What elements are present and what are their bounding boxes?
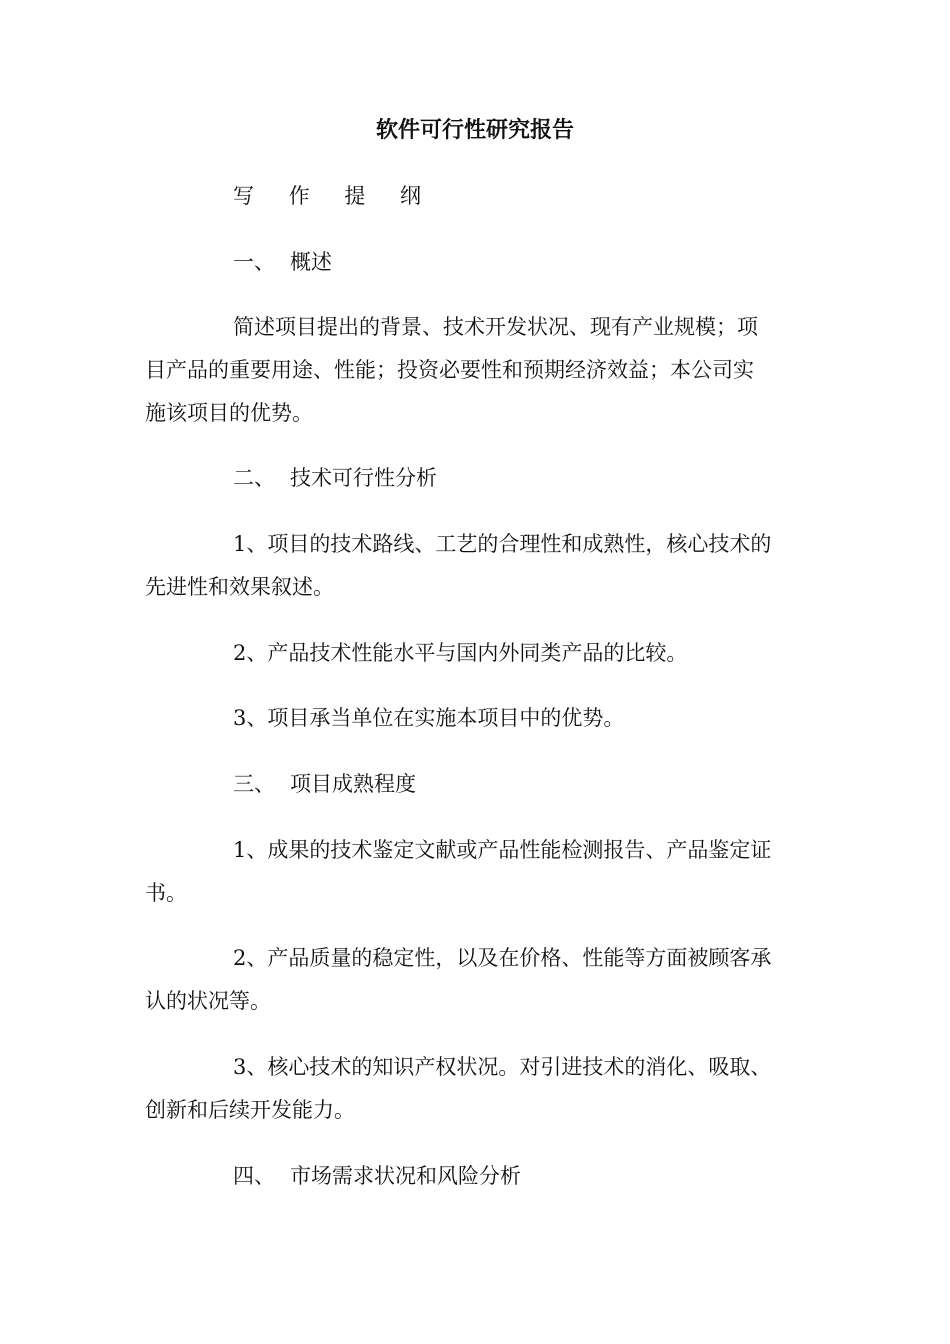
section-2-item-3: 3、项目承当单位在实施本项目中的优势。 [233, 706, 625, 730]
section-2-item-1-line: 1、项目的技术路线、工艺的合理性和成熟性，核心技术的 [233, 532, 772, 556]
document-title: 软件可行性研究报告 [375, 117, 574, 143]
section-4-title: 市场需求状况和风险分析 [290, 1164, 521, 1188]
section-3-item-1-line: 1、成果的技术鉴定文献或产品性能检测报告、产品鉴定证 [233, 838, 772, 862]
section-2-item-2: 2、产品技术性能水平与国内外同类产品的比较。 [233, 641, 688, 665]
section-3-item-2-line: 认的状况等。 [145, 989, 271, 1013]
section-1-paragraph-line: 简述项目提出的背景、技术开发状况、现有产业规模；项 [233, 315, 758, 339]
section-2-item-1-line: 先进性和效果叙述。 [145, 575, 334, 599]
section-1-paragraph-line: 目产品的重要用途、性能；投资必要性和预期经济效益；本公司实 [145, 358, 754, 382]
section-4-heading [233, 1155, 813, 1197]
section-1-paragraph-line: 施该项目的优势。 [145, 401, 313, 425]
section-1-number: 一、 [233, 250, 275, 274]
section-2-heading [233, 457, 813, 499]
section-1-title: 概述 [290, 250, 332, 274]
section-3-item-2-line: 2、产品质量的稳定性，以及在价格、性能等方面被顾客承 [233, 946, 772, 970]
section-3-item-3-line: 3、核心技术的知识产权状况。对引进技术的消化、吸取、 [233, 1055, 772, 1079]
section-3-item-1-line: 书。 [145, 881, 187, 905]
section-3-number: 三、 [233, 772, 275, 796]
section-3-title: 项目成熟程度 [290, 772, 416, 796]
section-3-heading [233, 763, 813, 805]
outline-subtitle: 写 作 提 纲 [233, 184, 436, 208]
section-2-number: 二、 [233, 466, 275, 490]
section-4-number: 四、 [233, 1164, 275, 1188]
section-1-heading [233, 241, 813, 283]
section-2-title: 技术可行性分析 [290, 466, 437, 490]
section-3-item-3-line: 创新和后续开发能力。 [145, 1098, 355, 1122]
